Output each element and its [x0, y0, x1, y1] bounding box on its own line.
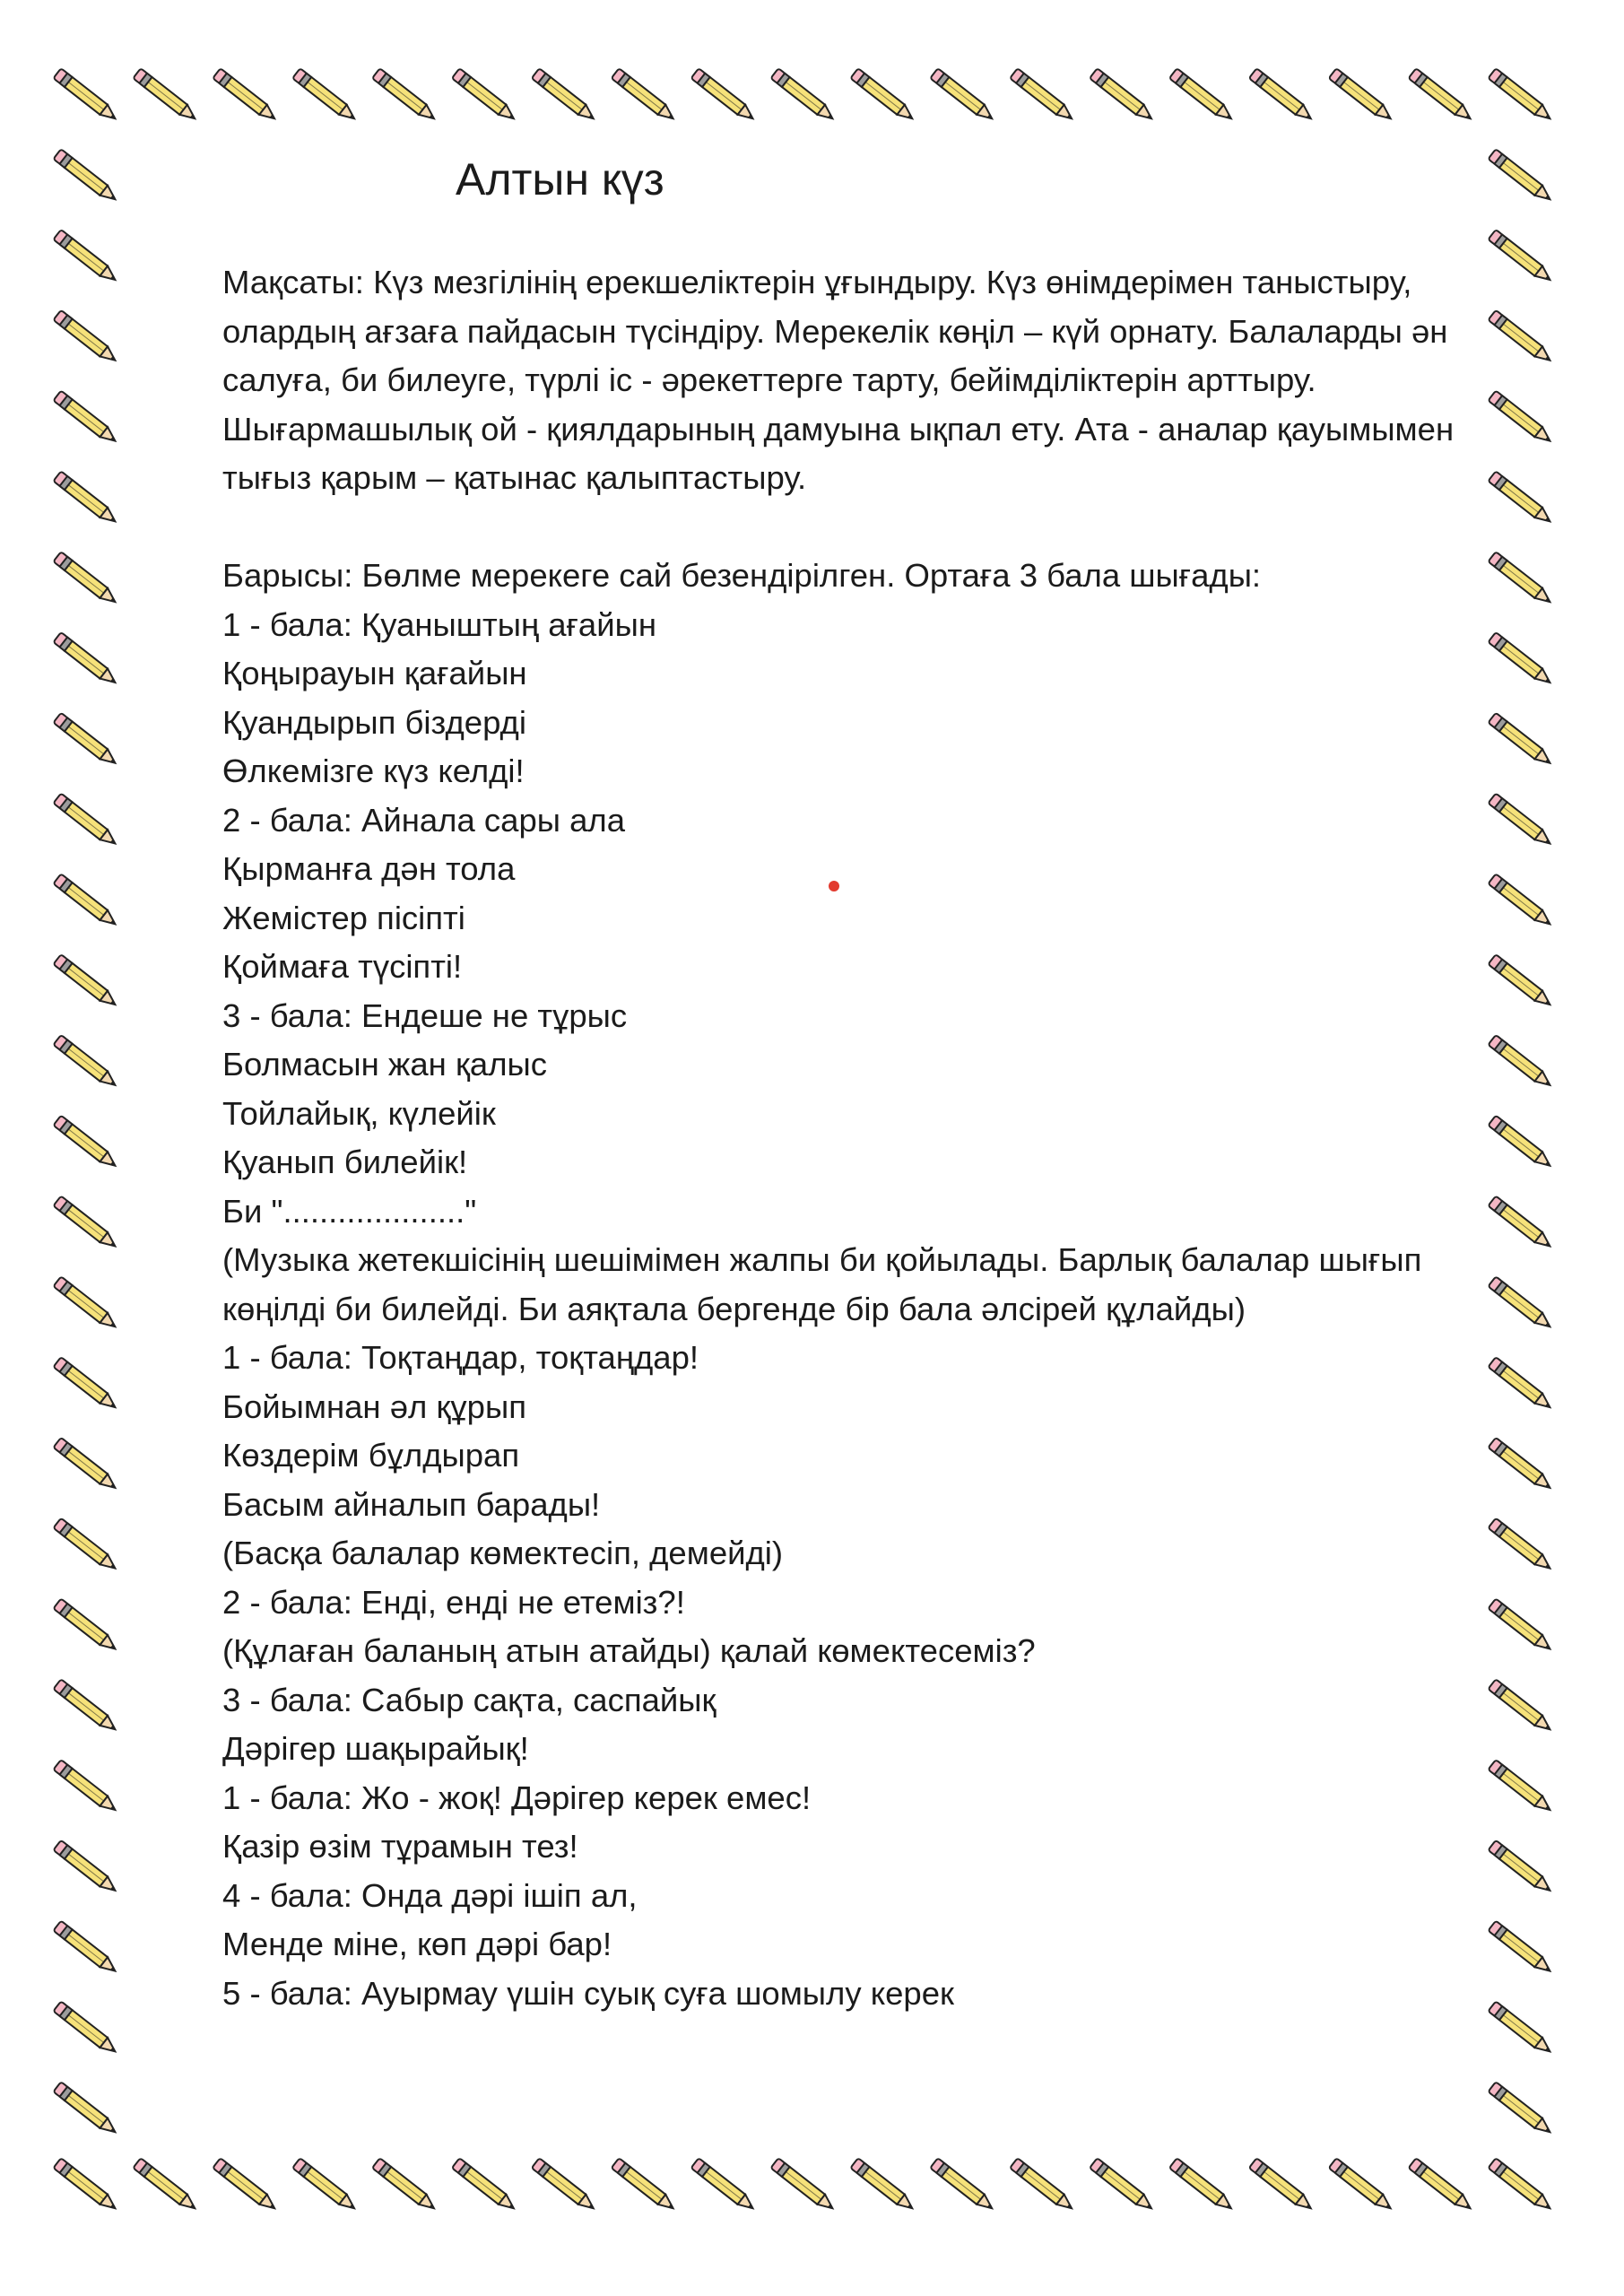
script-line: Бойымнан әл құрып	[222, 1387, 526, 1425]
script-line: Жемістер пісіпті	[222, 899, 465, 936]
pencil-icon	[213, 68, 279, 124]
script-line: (Басқа балалар көмектесіп, демейді)	[222, 1535, 784, 1571]
pencil-icon	[1488, 552, 1554, 607]
pencil-icon	[452, 2158, 518, 2213]
pencil-icon	[133, 2158, 199, 2213]
pencil-icon	[53, 1196, 119, 1251]
pencil-icon	[53, 471, 119, 526]
pencil-icon	[53, 1357, 119, 1413]
pencil-icon	[53, 954, 119, 1010]
pencil-icon	[292, 68, 359, 124]
goal-paragraph: Мақсаты: Күз мезгілінің ерекшеліктерін ұғындыру. Күз өнімдерімен таныстыру, олардың ағзаға пайдасын түсіндіру. Мерекелік көңіл – күй орнату. Балаларды ән салуға, би билеуге, түрлі іс - әрекеттерге тарту, бейімділіктерін арттыру. Шығармашылық ой - қиялдарының дамуына ықпал ету. Ата - аналар қауымымен тығыз қарым – қатынас қалыптастыру.	[222, 264, 1455, 496]
pencil-icon	[1169, 68, 1236, 124]
pencil-icon	[53, 2082, 119, 2137]
pencil-icon	[53, 68, 119, 124]
script-line: Өлкемізге күз келді!	[222, 752, 525, 789]
pencil-icon	[133, 68, 199, 124]
script-line: Қоңырауын қағайын	[222, 655, 527, 691]
pencil-icon	[452, 68, 518, 124]
pencil-icon	[1488, 1438, 1554, 1493]
script-line: Басым айналып барады!	[222, 1485, 601, 1523]
pencil-icon	[1488, 1679, 1554, 1735]
script-line: Қазір өзім тұрамын тез!	[222, 1828, 578, 1865]
page-title: Алтын күз	[456, 154, 664, 204]
script-line: (Құлаған баланың атын атайды) қалай көмектесеміз?	[222, 1632, 1036, 1669]
pencil-icon	[532, 2158, 598, 2213]
script-line: Қырманға дән тола	[222, 850, 516, 887]
pencil-icon	[1488, 1357, 1554, 1413]
pencil-icon	[1488, 1518, 1554, 1574]
pencil-icon	[53, 2001, 119, 2057]
script-line: 5 - бала: Ауырмау үшін суық суға шомылу керек	[222, 1974, 954, 2012]
pencil-icon	[53, 230, 119, 285]
pencil-icon	[1249, 68, 1316, 124]
pencil-icon	[1488, 149, 1554, 204]
pencil-icon	[1409, 68, 1475, 124]
pencil-icon	[1488, 2082, 1554, 2137]
pencil-icon	[1488, 793, 1554, 848]
stage-direction: (Музыка жетекшісінің шешімімен жалпы би қойылады. Барлық балалар шығып көңілді би билейді. Би аяқтала бергенде бір бала әлсірей құлайды)	[222, 1241, 1422, 1327]
pencil-icon	[53, 1116, 119, 1171]
document-body	[222, 258, 1496, 2018]
pencil-icon	[1329, 2158, 1395, 2213]
script-line: 3 - бала: Сабыр сақта, саспайық	[222, 1681, 716, 1718]
script-lines-1	[222, 552, 1496, 1236]
script-line: 3 - бала: Ендеше не тұрыс	[222, 996, 628, 1034]
pencil-icon	[1488, 1276, 1554, 1332]
pencil-icon	[1090, 2158, 1156, 2213]
pencil-icon	[1488, 391, 1554, 447]
pencil-icon	[691, 2158, 758, 2213]
script-line: Қуандырып біздерді	[222, 703, 526, 741]
pencil-icon	[53, 310, 119, 366]
pencil-icon	[1488, 713, 1554, 769]
pencil-icon	[1010, 2158, 1076, 2213]
pencil-icon	[1329, 68, 1395, 124]
pencil-icon	[612, 2158, 678, 2213]
script-line: Барысы: Бөлме мерекеге сай безендірілген. Ортаға 3 бала шығады:	[222, 557, 1262, 594]
pencil-icon	[1249, 2158, 1316, 2213]
pencil-icon	[1488, 632, 1554, 688]
pencil-icon	[1488, 68, 1554, 124]
pencil-icon	[850, 2158, 916, 2213]
spacer	[222, 503, 1496, 552]
pencil-icon	[1488, 1760, 1554, 1815]
pencil-icon	[53, 1518, 119, 1574]
pencil-icon	[1409, 2158, 1475, 2213]
script-line: 1 - бала: Қуаныштың ағайын	[222, 605, 656, 643]
pencil-icon	[53, 1840, 119, 1896]
pencil-icon	[53, 1438, 119, 1493]
pencil-icon	[53, 1035, 119, 1091]
script-line: Қоймаға түсіпті!	[222, 948, 463, 985]
pencil-icon	[292, 2158, 359, 2213]
pencil-icon	[1488, 1840, 1554, 1896]
script-line: 2 - бала: Айнала сары ала	[222, 801, 626, 839]
pencil-icon	[1488, 310, 1554, 366]
ink-spot	[829, 881, 839, 891]
pencil-icon	[1488, 1116, 1554, 1171]
pencil-icon	[532, 68, 598, 124]
pencil-icon	[53, 1760, 119, 1815]
script-line: 4 - бала: Онда дәрі ішіп ал,	[222, 1876, 638, 1914]
script-line: 1 - бала: Тоқтаңдар, тоқтаңдар!	[222, 1339, 699, 1376]
pencil-icon	[1488, 874, 1554, 929]
pencil-icon	[53, 793, 119, 848]
pencil-icon	[1488, 1598, 1554, 1654]
script-line: Болмасын жан қалыс	[222, 1046, 547, 1083]
pencil-icon	[53, 632, 119, 688]
pencil-icon	[1488, 1035, 1554, 1091]
script-lines-2	[222, 1334, 1496, 2018]
script-line: 2 - бала: Енді, енді не етеміз?!	[222, 1583, 685, 1621]
pencil-icon	[930, 2158, 996, 2213]
pencil-icon	[691, 68, 758, 124]
pencil-icon	[53, 391, 119, 447]
pencil-icon	[612, 68, 678, 124]
pencil-icon	[53, 874, 119, 929]
pencil-icon	[1488, 230, 1554, 285]
script-line: Менде міне, көп дәрі бар!	[222, 1926, 612, 1962]
pencil-icon	[53, 1921, 119, 1977]
pencil-icon	[1010, 68, 1076, 124]
script-line: Көздерім бұлдырап	[222, 1437, 520, 1474]
pencil-icon	[53, 1276, 119, 1332]
script-line: Дәрігер шақырайық!	[222, 1730, 529, 1767]
pencil-icon	[770, 2158, 837, 2213]
pencil-icon	[372, 2158, 439, 2213]
pencil-icon	[1169, 2158, 1236, 2213]
pencil-icon	[213, 2158, 279, 2213]
pencil-icon	[53, 2158, 119, 2213]
pencil-icon	[53, 1598, 119, 1654]
pencil-icon	[53, 1679, 119, 1735]
pencil-icon	[372, 68, 439, 124]
script-line: Қуанып билейік!	[222, 1144, 468, 1180]
pencil-icon	[770, 68, 837, 124]
pencil-icon	[1488, 2158, 1554, 2213]
pencil-icon	[53, 552, 119, 607]
pencil-icon	[1488, 2001, 1554, 2057]
pencil-icon	[1488, 1196, 1554, 1251]
pencil-icon	[1488, 471, 1554, 526]
script-line: Би "...................."	[222, 1192, 477, 1230]
pencil-icon	[850, 68, 916, 124]
pencil-icon	[1488, 954, 1554, 1010]
pencil-icon	[1488, 1921, 1554, 1977]
pencil-icon	[53, 149, 119, 204]
pencil-icon	[1090, 68, 1156, 124]
script-line: Тойлайық, күлейік	[222, 1094, 496, 1132]
pencil-icon	[53, 713, 119, 769]
script-line: 1 - бала: Жо - жоқ! Дәрігер керек емес!	[222, 1779, 812, 1816]
pencil-icon	[930, 68, 996, 124]
